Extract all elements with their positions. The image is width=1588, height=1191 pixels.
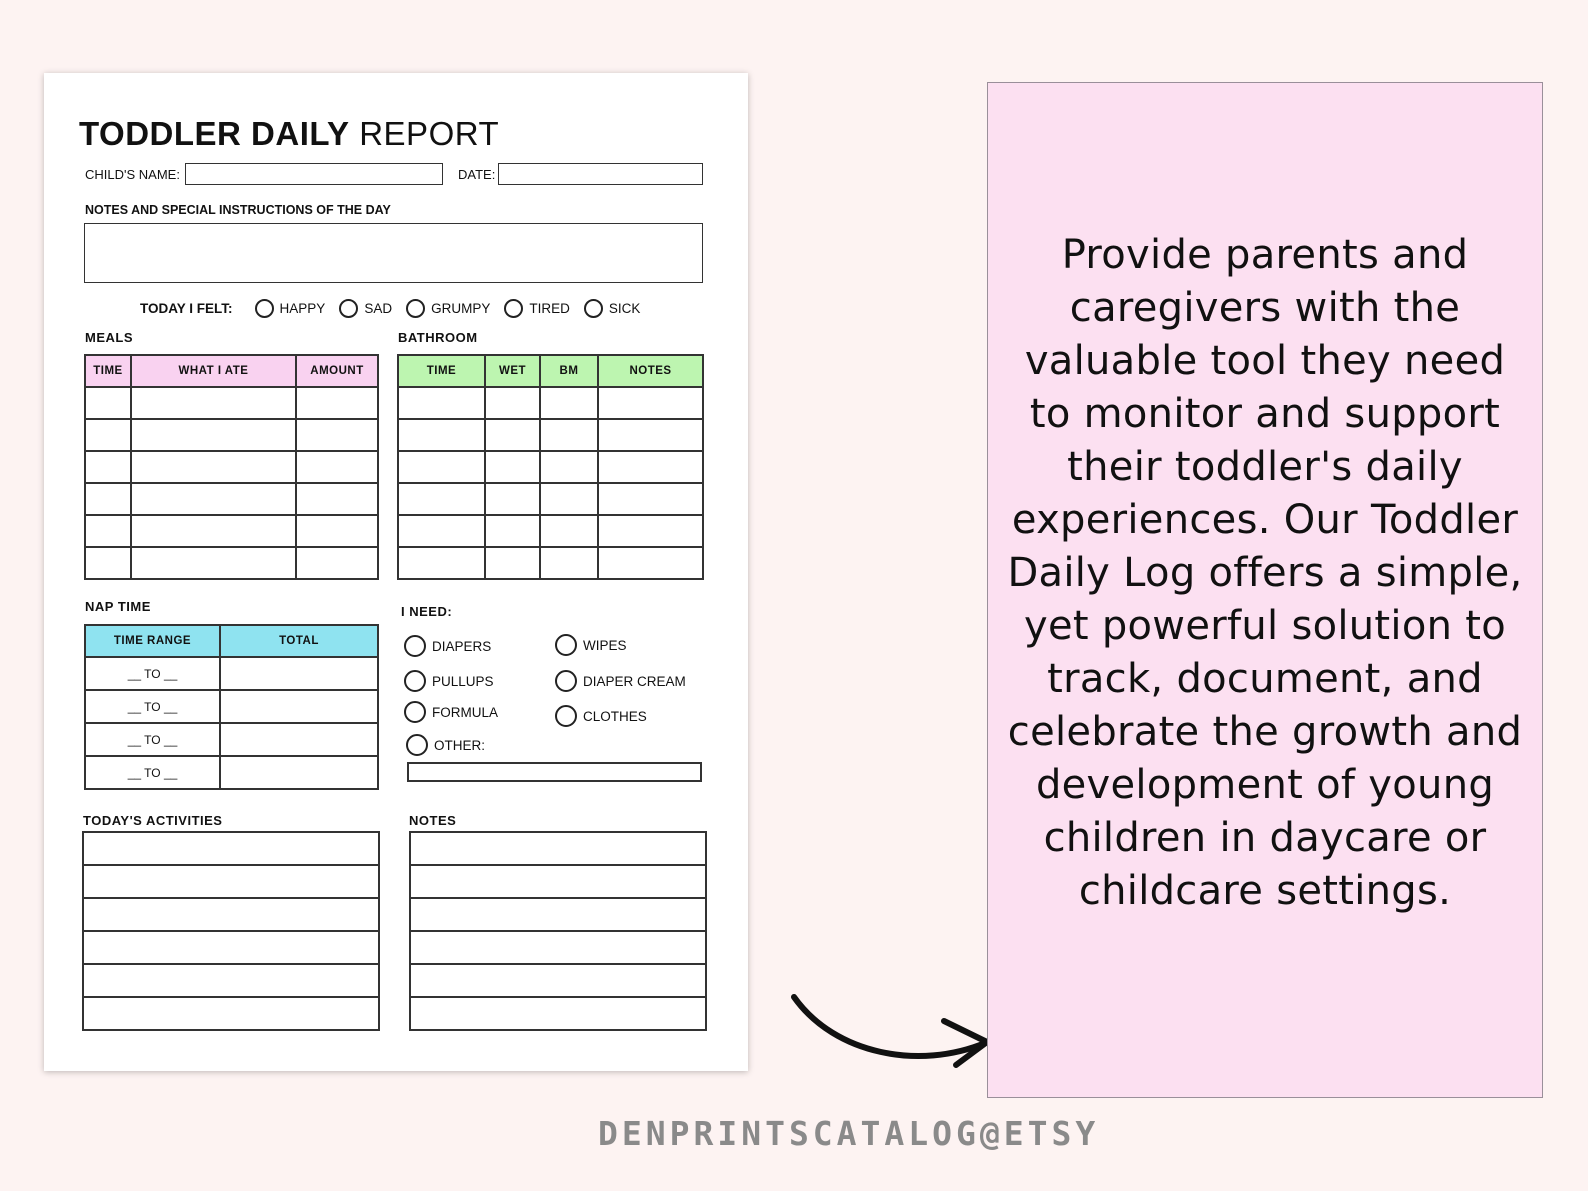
meals-header-time: TIME <box>85 355 131 387</box>
notes-label: NOTES <box>409 813 457 828</box>
meals-table <box>84 354 379 580</box>
shop-credit: DENPRINTSCATALOG@ETSY <box>598 1114 1100 1153</box>
nap-cell[interactable]: __ TO __ <box>85 657 220 690</box>
bathroom-table <box>397 354 704 580</box>
meals-row <box>85 387 378 419</box>
notes-cell[interactable] <box>410 865 706 898</box>
notes-cell[interactable] <box>410 898 706 931</box>
activities-cell[interactable] <box>83 832 379 865</box>
activities-cell[interactable] <box>83 931 379 964</box>
bathroom-cell[interactable] <box>398 515 485 547</box>
bathroom-cell[interactable] <box>598 515 703 547</box>
bathroom-cell[interactable] <box>540 451 598 483</box>
child-name-label: CHILD'S NAME: <box>85 167 180 182</box>
today-felt-label: TODAY I FELT: <box>140 301 233 316</box>
radio-icon <box>404 635 426 657</box>
bathroom-row <box>398 451 703 483</box>
date-field[interactable] <box>498 163 703 185</box>
meals-cell[interactable] <box>131 483 296 515</box>
notes-instructions-label: NOTES AND SPECIAL INSTRUCTIONS OF THE DAY <box>85 203 391 217</box>
need-other[interactable]: OTHER: <box>406 734 485 756</box>
radio-icon <box>555 634 577 656</box>
meals-cell[interactable] <box>296 547 378 579</box>
nap-header-total: TOTAL <box>220 625 378 657</box>
meals-row <box>85 451 378 483</box>
notes-cell[interactable] <box>410 997 706 1030</box>
felt-option-tired[interactable]: TIRED <box>504 299 570 318</box>
need-pullups[interactable]: PULLUPS <box>404 670 494 692</box>
nap-time-table <box>84 624 379 790</box>
need-wipes[interactable]: WIPES <box>555 634 627 656</box>
activities-table <box>82 831 380 1031</box>
felt-option-sick[interactable]: SICK <box>584 299 641 318</box>
bathroom-cell[interactable] <box>485 387 540 419</box>
nap-time-label: NAP TIME <box>85 599 151 614</box>
bathroom-cell[interactable] <box>540 483 598 515</box>
bathroom-cell[interactable] <box>485 515 540 547</box>
bathroom-cell[interactable] <box>485 483 540 515</box>
description-text: Provide parents and caregivers with the valuable tool they need to monitor and support their toddler's daily experiences. Our Toddler Daily Log offers a simple, yet powerful solution to track, document, and celebrate the growth and development of young children in daycare or childcare settings. <box>1007 232 1523 914</box>
page-title: TODDLER DAILY REPORT <box>79 115 500 152</box>
radio-icon <box>555 670 577 692</box>
description-panel <box>987 82 1543 1098</box>
bathroom-label: BATHROOM <box>398 330 478 345</box>
bathroom-cell[interactable] <box>485 547 540 579</box>
nap-header-range: TIME RANGE <box>85 625 220 657</box>
nap-row <box>85 657 378 690</box>
nap-cell[interactable] <box>220 690 378 723</box>
felt-option-happy[interactable]: HAPPY <box>255 299 326 318</box>
nap-cell[interactable]: __ TO __ <box>85 723 220 756</box>
child-name-field[interactable] <box>185 163 443 185</box>
notes-row <box>410 832 706 865</box>
radio-icon <box>504 299 523 318</box>
bathroom-cell[interactable] <box>398 483 485 515</box>
nap-cell[interactable] <box>220 756 378 789</box>
bathroom-header-notes: NOTES <box>598 355 703 387</box>
bathroom-cell[interactable] <box>540 515 598 547</box>
radio-icon <box>584 299 603 318</box>
need-clothes[interactable]: CLOTHES <box>555 705 647 727</box>
bathroom-cell[interactable] <box>398 547 485 579</box>
bathroom-cell[interactable] <box>398 451 485 483</box>
bathroom-cell[interactable] <box>485 451 540 483</box>
bathroom-header-bm: BM <box>540 355 598 387</box>
meals-cell[interactable] <box>131 547 296 579</box>
meals-cell[interactable] <box>85 451 131 483</box>
meals-cell[interactable] <box>85 387 131 419</box>
activities-cell[interactable] <box>83 997 379 1030</box>
meals-cell[interactable] <box>85 419 131 451</box>
nap-row <box>85 756 378 789</box>
bathroom-cell[interactable] <box>598 547 703 579</box>
meals-cell[interactable] <box>85 483 131 515</box>
radio-icon <box>406 299 425 318</box>
activities-label: TODAY'S ACTIVITIES <box>83 813 223 828</box>
bathroom-header-time: TIME <box>398 355 485 387</box>
activities-cell[interactable] <box>83 865 379 898</box>
radio-icon <box>404 701 426 723</box>
radio-icon <box>339 299 358 318</box>
felt-option-grumpy[interactable]: GRUMPY <box>406 299 490 318</box>
i-need-label: I NEED: <box>401 604 453 619</box>
notes-row <box>410 997 706 1030</box>
bathroom-cell[interactable] <box>540 387 598 419</box>
nap-cell[interactable]: __ TO __ <box>85 756 220 789</box>
bathroom-cell[interactable] <box>540 547 598 579</box>
activities-cell[interactable] <box>83 964 379 997</box>
notes-instructions-field[interactable] <box>84 223 703 283</box>
bathroom-cell[interactable] <box>598 451 703 483</box>
notes-row <box>410 898 706 931</box>
activities-row <box>83 832 379 865</box>
notes-cell[interactable] <box>410 832 706 865</box>
activities-row <box>83 865 379 898</box>
meals-cell[interactable] <box>296 515 378 547</box>
meals-cell[interactable] <box>296 483 378 515</box>
bathroom-cell[interactable] <box>485 419 540 451</box>
meals-cell[interactable] <box>131 451 296 483</box>
meals-label: MEALS <box>85 330 133 345</box>
bathroom-cell[interactable] <box>598 419 703 451</box>
activities-row <box>83 964 379 997</box>
activities-cell[interactable] <box>83 898 379 931</box>
notes-cell[interactable] <box>410 931 706 964</box>
meals-cell[interactable] <box>131 515 296 547</box>
activities-row <box>83 931 379 964</box>
meals-cell[interactable] <box>296 451 378 483</box>
meals-row <box>85 547 378 579</box>
meals-row <box>85 515 378 547</box>
notes-row <box>410 931 706 964</box>
meals-cell[interactable] <box>131 387 296 419</box>
nap-row <box>85 723 378 756</box>
activities-row <box>83 997 379 1030</box>
need-diapers[interactable]: DIAPERS <box>404 635 491 657</box>
notes-cell[interactable] <box>410 964 706 997</box>
report-sheet <box>44 73 748 1071</box>
meals-header-amount: AMOUNT <box>296 355 378 387</box>
bathroom-cell[interactable] <box>598 387 703 419</box>
bathroom-row <box>398 387 703 419</box>
meals-cell[interactable] <box>85 547 131 579</box>
nap-cell[interactable] <box>220 723 378 756</box>
activities-row <box>83 898 379 931</box>
bathroom-cell[interactable] <box>540 419 598 451</box>
meals-cell[interactable] <box>296 419 378 451</box>
arrow-icon <box>780 985 1000 1075</box>
meals-row <box>85 483 378 515</box>
notes-row <box>410 964 706 997</box>
bathroom-row <box>398 483 703 515</box>
nap-cell[interactable]: __ TO __ <box>85 690 220 723</box>
notes-row <box>410 865 706 898</box>
bathroom-row <box>398 515 703 547</box>
bathroom-row <box>398 547 703 579</box>
bathroom-row <box>398 419 703 451</box>
radio-icon <box>406 734 428 756</box>
date-label: DATE: <box>458 167 496 182</box>
meals-cell[interactable] <box>85 515 131 547</box>
bathroom-header-wet: WET <box>485 355 540 387</box>
today-felt-row <box>140 299 654 318</box>
need-formula[interactable]: FORMULA <box>404 701 498 723</box>
bathroom-cell[interactable] <box>598 483 703 515</box>
bathroom-cell[interactable] <box>398 387 485 419</box>
nap-row <box>85 690 378 723</box>
bathroom-cell[interactable] <box>398 419 485 451</box>
radio-icon <box>555 705 577 727</box>
notes-table <box>409 831 707 1031</box>
meals-header-what: WHAT I ATE <box>131 355 296 387</box>
need-other-field[interactable] <box>407 762 702 782</box>
meals-row <box>85 419 378 451</box>
felt-option-sad[interactable]: SAD <box>339 299 392 318</box>
radio-icon <box>404 670 426 692</box>
nap-cell[interactable] <box>220 657 378 690</box>
radio-icon <box>255 299 274 318</box>
meals-cell[interactable] <box>131 419 296 451</box>
need-diaper-cream[interactable]: DIAPER CREAM <box>555 670 686 692</box>
meals-cell[interactable] <box>296 387 378 419</box>
